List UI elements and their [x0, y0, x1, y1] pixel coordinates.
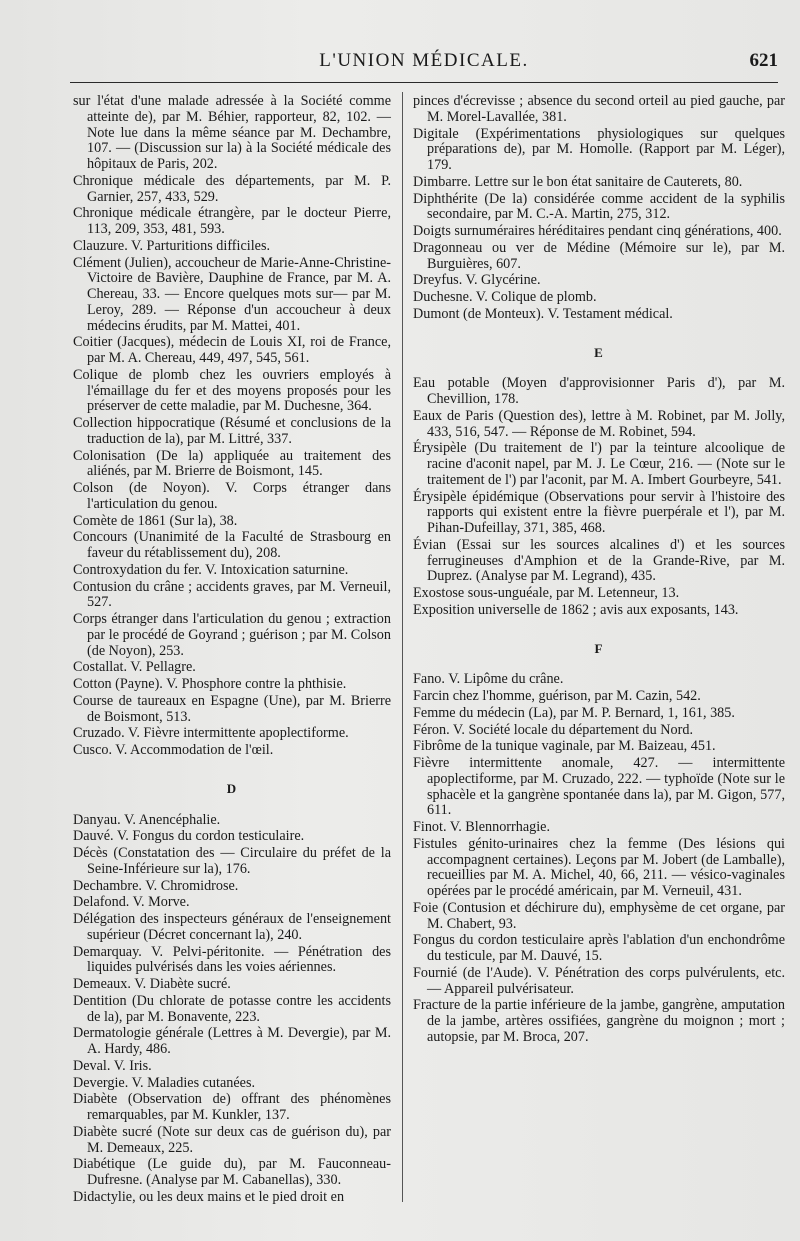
header-rule — [70, 82, 778, 83]
index-entry: Femme du médecin (La), par M. P. Bernard, 1, 161, 385. — [413, 704, 735, 721]
index-entry: Exostose sous-unguéale, par M. Letenneur, 13. — [413, 585, 680, 601]
index-entry: Comète de 1861 (Sur la), 38. — [73, 512, 238, 529]
index-entry: Fièvre intermittente anomale, 427. — intermittente apoplectiforme, par M. Cruzado, 222. — typhoïde (Note sur le sphacèle et la gangrène spontanée dans la), par M. Gigon, 577, 611. — [413, 755, 785, 819]
index-entry: Farcin chez l'homme, guérison, par M. Cazin, 542. — [413, 688, 701, 704]
index-entry: Danyau. V. Anencéphalie. — [73, 811, 221, 828]
index-entry: Concours (Unanimité de la Faculté de Strasbourg en faveur du rétablissement du), 208. — [73, 529, 391, 561]
index-entry: Chronique médicale étrangère, par le docteur Pierre, 113, 209, 353, 481, 593. — [73, 205, 391, 237]
index-entry: Finot. V. Blennorrhagie. — [413, 819, 551, 835]
index-entry: Eaux de Paris (Question des), lettre à M. Robinet, par M. Jolly, 433, 516, 547. — Réponse de M. Robinet, 594. — [413, 407, 785, 440]
index-entry: Colonisation (De la) appliquée au traitement des aliénés, par M. Brierre de Boismont, 145. — [73, 447, 391, 480]
index-entry: Dragonneau ou ver de Médine (Mémoire sur le), par M. Burguières, 607. — [413, 239, 785, 272]
index-entry: Fistules génito-urinaires chez la femme (Des lésions qui accompagnent certaines). Leçons par M. Jobert (de Lamballe), recueillies par M. A. Michel, 40, 66, 211. — vésico-vaginales opérées par le procédé américain, par M. Verneuil, 431. — [413, 835, 785, 899]
index-entry: Fongus du cordon testiculaire après l'ablation d'un enchondrôme du testicule, par M. Dauvé, 15. — [413, 932, 785, 964]
index-entry: Clauzure. V. Parturitions difficiles. — [73, 237, 271, 254]
index-entry: Fournié (de l'Aude). V. Pénétration des corps pulvérulents, etc. — Appareil pulvérisateur. — [413, 964, 785, 997]
index-entry: Delafond. V. Morve. — [73, 894, 190, 911]
page-header — [70, 50, 778, 80]
index-entry: Fracture de la partie inférieure de la jambe, gangrène, amputation de la jambe, artères ossifiées, gangrène du moignon ; mort ; autopsie, par M. Broca, 207. — [413, 997, 785, 1045]
index-entry: Costallat. V. Pellagre. — [73, 659, 196, 676]
index-entry: Délégation des inspecteurs généraux de l'enseignement supérieur (Décret concernant la), 240. — [73, 911, 391, 943]
index-entry: Demeaux. V. Diabète sucré. — [73, 976, 231, 992]
index-entry: Eau potable (Moyen d'approvisionner Paris d'), par M. Chevillion, 178. — [413, 375, 785, 407]
index-entry: Chronique médicale des départements, par M. P. Garnier, 257, 433, 529. — [73, 172, 391, 205]
section-letter-f: F — [594, 640, 604, 656]
index-entry: Diabète (Observation de) offrant des phénomènes remarquables, par M. Kunkler, 137. — [73, 1091, 391, 1123]
index-entry: Coitier (Jacques), médecin de Louis XI, roi de France, par M. A. Chereau, 449, 497, 545, 561. — [73, 334, 391, 366]
index-entry: Cusco. V. Accommodation de l'œil. — [73, 742, 274, 758]
index-entry: Collection hippocratique (Résumé et conclusions de la traduction de la), par M. Littré, 337. — [73, 415, 391, 447]
index-entry: Diabétique (Le guide du), par M. Fauconneau-Dufresne. (Analyse par M. Cabanellas), 330. — [73, 1156, 391, 1188]
index-entry: Évian (Essai sur les sources alcalines d') et les sources ferrugineuses d'Amphion et de la Grande-Rive, par M. Duprez. (Analyse par M. Legrand), 435. — [413, 536, 785, 585]
index-entry: Devergie. V. Maladies cutanées. — [73, 1074, 256, 1091]
entries-f — [413, 672, 785, 1045]
index-entry: Diabète sucré (Note sur deux cas de guérison du), par M. Demeaux, 225. — [73, 1123, 391, 1156]
index-entry: Décès (Constatation des — Circulaire du préfet de la Seine-Inférieure sur la), 176. — [73, 845, 391, 877]
index-entry: Dermatologie générale (Lettres à M. Devergie), par M. A. Hardy, 486. — [73, 1025, 391, 1057]
index-entry: Dreyfus. V. Glycérine. — [413, 272, 541, 289]
index-entry: Féron. V. Société locale du département du Nord. — [413, 721, 694, 738]
index-entry: Fano. V. Lipôme du crâne. — [413, 671, 564, 688]
page-number: 621 — [749, 50, 778, 71]
index-entry: Fibrôme de la tunique vaginale, par M. Baizeau, 451. — [413, 738, 716, 755]
index-entry: Dentition (Du chlorate de potasse contre les accidents de la), par M. Bonavente, 223. — [73, 992, 391, 1025]
index-entry: Exposition universelle de 1862 ; avis aux exposants, 143. — [413, 601, 739, 618]
index-entry: Érysipèle (Du traitement de l') par la teinture alcoolique de racine d'aconit napel, par M. J. Le Cœur, 216. — (Note sur le traitement de l') par l'aconit, par M. A. Imbert Gourbeyre, 541. — [413, 440, 785, 488]
index-entry: Didactylie, ou les deux mains et le pied droit en — [73, 1188, 345, 1205]
section-letter-e: E — [594, 344, 604, 360]
index-entry: Cruzado. V. Fièvre intermittente apoplectiforme. — [73, 725, 349, 742]
index-entry: Dimbarre. Lettre sur le bon état sanitaire de Cauterets, 80. — [413, 173, 743, 190]
index-entry: Course de taureaux en Espagne (Une), par M. Brierre de Boismont, 513. — [73, 692, 391, 725]
index-entry: Cotton (Payne). V. Phosphore contre la phthisie. — [73, 676, 347, 692]
index-entry: Corps étranger dans l'articulation du genou ; extraction par le procédé de Goyrand ; guérison ; par M. Colson (de Noyon), 253. — [73, 611, 391, 659]
index-entry: Deval. V. Iris. — [73, 1057, 152, 1074]
entries-c — [73, 94, 391, 759]
entries-d-continued — [413, 94, 785, 323]
column-divider — [402, 92, 403, 1202]
running-title: L'UNION MÉDICALE. — [319, 50, 529, 71]
index-entry: Colson (de Noyon). V. Corps étranger dans l'articulation du genou. — [73, 480, 391, 512]
right-column — [413, 94, 785, 1047]
entries-d — [73, 813, 391, 1206]
index-entry: Demarquay. V. Pelvi-péritonite. — Pénétration des liquides pulvérisés dans les voies aériennes. — [73, 943, 391, 976]
entries-e — [413, 376, 785, 618]
left-column — [73, 94, 391, 1207]
index-entry: Dechambre. V. Chromidrose. — [73, 877, 239, 894]
index-entry: Controxydation du fer. V. Intoxication saturnine. — [73, 561, 349, 578]
index-entry: Duchesne. V. Colique de plomb. — [413, 289, 597, 305]
index-entry: sur l'état d'une malade adressée à la Société comme atteinte de), par M. Béhier, rapporteur, 82, 102. — Note lue dans la même séance par M. Dechambre, 107. — (Discussion sur la) à la Société médicale des hôpitaux de Paris, 202. — [73, 93, 391, 172]
index-entry: Diphthérite (De la) considérée comme accident de la syphilis secondaire, par M. C.-A. Martin, 275, 312. — [413, 190, 785, 223]
index-entry: pinces d'écrevisse ; absence du second orteil au pied gauche, par M. Morel-Lavallée, 381. — [413, 93, 785, 125]
index-entry: Érysipèle épidémique (Observations pour servir à l'histoire des rapports qui existent entre la fièvre puerpérale et l'), par M. Pihan-Dufeillay, 371, 385, 468. — [413, 488, 785, 536]
index-entry: Doigts surnuméraires héréditaires pendant cinq générations, 400. — [413, 223, 782, 239]
index-entry: Foie (Contusion et déchirure du), emphysème de cet organe, par M. Chabert, 93. — [413, 899, 785, 932]
index-entry: Dauvé. V. Fongus du cordon testiculaire. — [73, 828, 305, 845]
index-entry: Digitale (Expérimentations physiologiques sur quelques préparations de), par M. Homolle. (Rapport par M. Léger), 179. — [413, 125, 785, 173]
index-entry: Clément (Julien), accoucheur de Marie-Anne-Christine-Victoire de Bavière, Dauphine de France, par M. A. Chereau, 33. — Encore quelques mots sur— par M. Leroy, 289. — Réponse d'un accoucheur à deux médecins érudits, par M. Mattei, 401. — [73, 254, 391, 334]
section-letter-d: D — [226, 780, 238, 796]
index-entry: Dumont (de Monteux). V. Testament médical. — [413, 305, 673, 322]
index-entry: Colique de plomb chez les ouvriers employés à l'émaillage du fer et des moyens proposés pour les préserver de cette maladie, par M. Duchesne, 364. — [73, 366, 391, 415]
index-entry: Contusion du crâne ; accidents graves, par M. Verneuil, 527. — [73, 578, 391, 611]
